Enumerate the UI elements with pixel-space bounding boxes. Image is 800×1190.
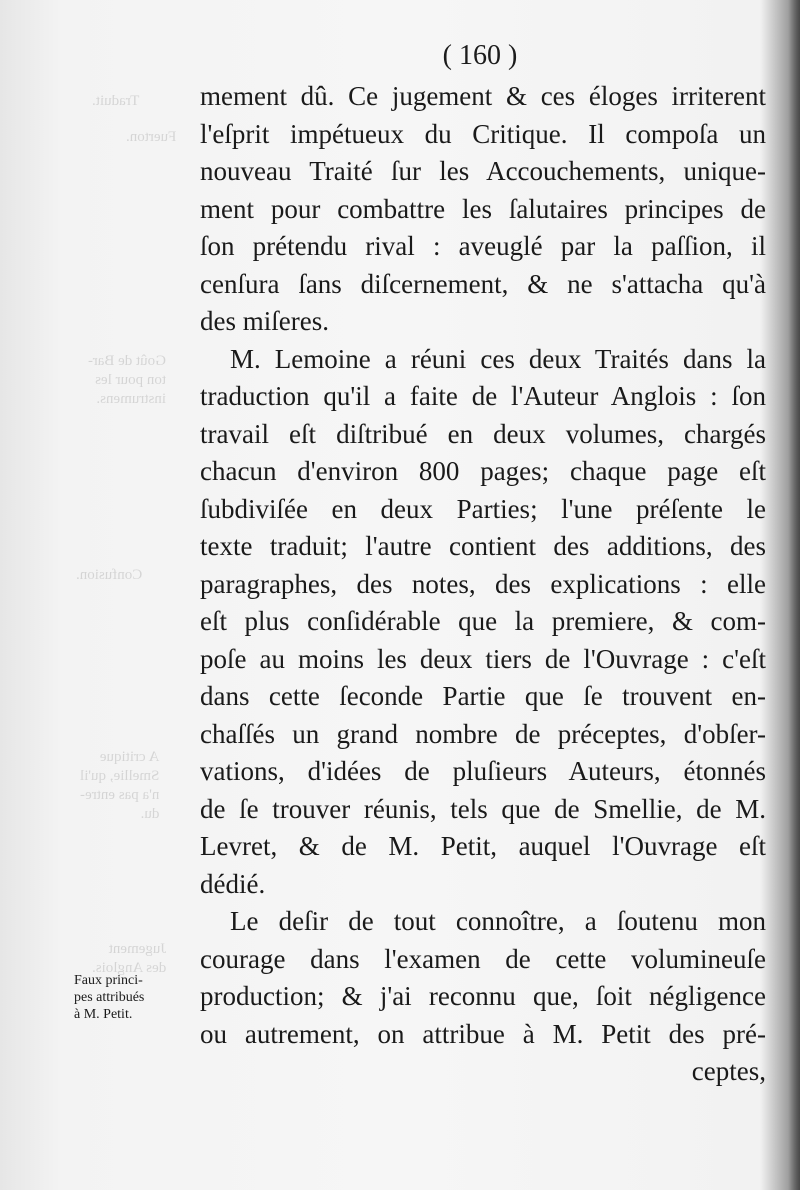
ghost-note-line: instrumens.: [96, 391, 167, 407]
ghost-note-line: Goût de Bar-: [88, 353, 167, 369]
text-line: ſubdiviſée en deux Parties; l'une préſente le: [200, 493, 766, 524]
margin-note: [74, 972, 194, 1023]
text-line: M. Lemoine a réuni ces deux Traités dans la: [230, 343, 766, 374]
text-line: cenſura ſans diſcernement, & ne s'attacha qu'à: [200, 268, 766, 299]
text-line: travail eſt diſtribué en deux volumes, chargés: [200, 418, 766, 449]
body-text: [200, 78, 766, 1091]
text-line: dans cette ſeconde Partie que ſe trouvent en-: [200, 681, 766, 711]
margin-note-line: Faux princi-: [74, 973, 143, 988]
text-line: ou autrement, on attribue à M. Petit des pré-: [200, 1018, 766, 1049]
text-line: Le deſir de tout connoître, a ſoutenu mon: [230, 906, 766, 936]
text-line: traduction qu'il a faite de l'Auteur Anglois : ſon: [200, 381, 766, 411]
text-line: ment pour combattre les ſalutaires principes de: [200, 193, 766, 224]
text-line: chacun d'environ 800 pages; chaque page eſt: [200, 456, 766, 486]
ghost-note-4: [76, 566, 142, 585]
page-edge-shadow: [788, 0, 800, 1190]
ghost-note-line: Fuerton.: [126, 129, 177, 145]
ghost-note-line: ton pour les: [95, 372, 167, 388]
text-line: dédié.: [200, 868, 266, 899]
ghost-note-line: Jugement: [108, 941, 167, 957]
ghost-note-line: des Anglois.: [92, 960, 167, 976]
text-line: chaſſés un grand nombre de préceptes, d'obſer-: [200, 718, 766, 749]
page-number: ( 160 ): [442, 40, 518, 71]
text-line: mement dû. Ce jugement & ces éloges irriterent: [200, 81, 766, 111]
text-line: de ſe trouver réunis, tels que de Smellie, de M.: [200, 793, 766, 824]
text-line: vations, d'idées de pluſieurs Auteurs, étonnés: [200, 756, 766, 786]
margin-note-line: pes attribués: [74, 990, 145, 1005]
text-line: texte traduit; l'autre contient des additions, des: [200, 531, 766, 561]
text-line: Levret, & de M. Petit, auquel l'Ouvrage eſt: [200, 831, 766, 861]
text-line: l'eſprit impétueux du Critique. Il compoſa un: [200, 118, 766, 149]
ghost-note-line: Traduit.: [92, 93, 140, 109]
margin-note-line: à M. Petit.: [74, 1007, 133, 1022]
ghost-note-line: Confusion.: [76, 567, 143, 583]
ghost-note-line: n'a pas entre-: [80, 787, 160, 803]
ghost-note-1: [92, 92, 139, 111]
text-line: eſt plus conſidérable que la premiere, & com-: [200, 606, 766, 636]
ghost-note-line: Smellie, qu'il: [80, 768, 160, 784]
ghost-note-5: [80, 748, 159, 824]
text-line: nouveau Traité ſur les Accouchements, unique-: [200, 156, 766, 186]
text-line: ſon prétendu rival : aveuglé par la paſſion, il: [200, 231, 766, 261]
text-line: des miſeres.: [200, 306, 329, 336]
text-line: production; & j'ai reconnu que, ſoit négligence: [200, 981, 766, 1011]
ghost-note-line: A critique: [99, 749, 160, 765]
text-line: paragraphes, des notes, des explications : elle: [200, 568, 766, 599]
text-line: poſe au moins les deux tiers de l'Ouvrage : c'eſt: [200, 643, 766, 674]
ghost-note-2: [126, 128, 176, 147]
ghost-note-line: du.: [140, 806, 160, 822]
text-line: courage dans l'examen de cette volumineuſe: [200, 943, 766, 974]
ghost-note-3: [88, 352, 166, 409]
text-line: ceptes,: [691, 1056, 766, 1086]
